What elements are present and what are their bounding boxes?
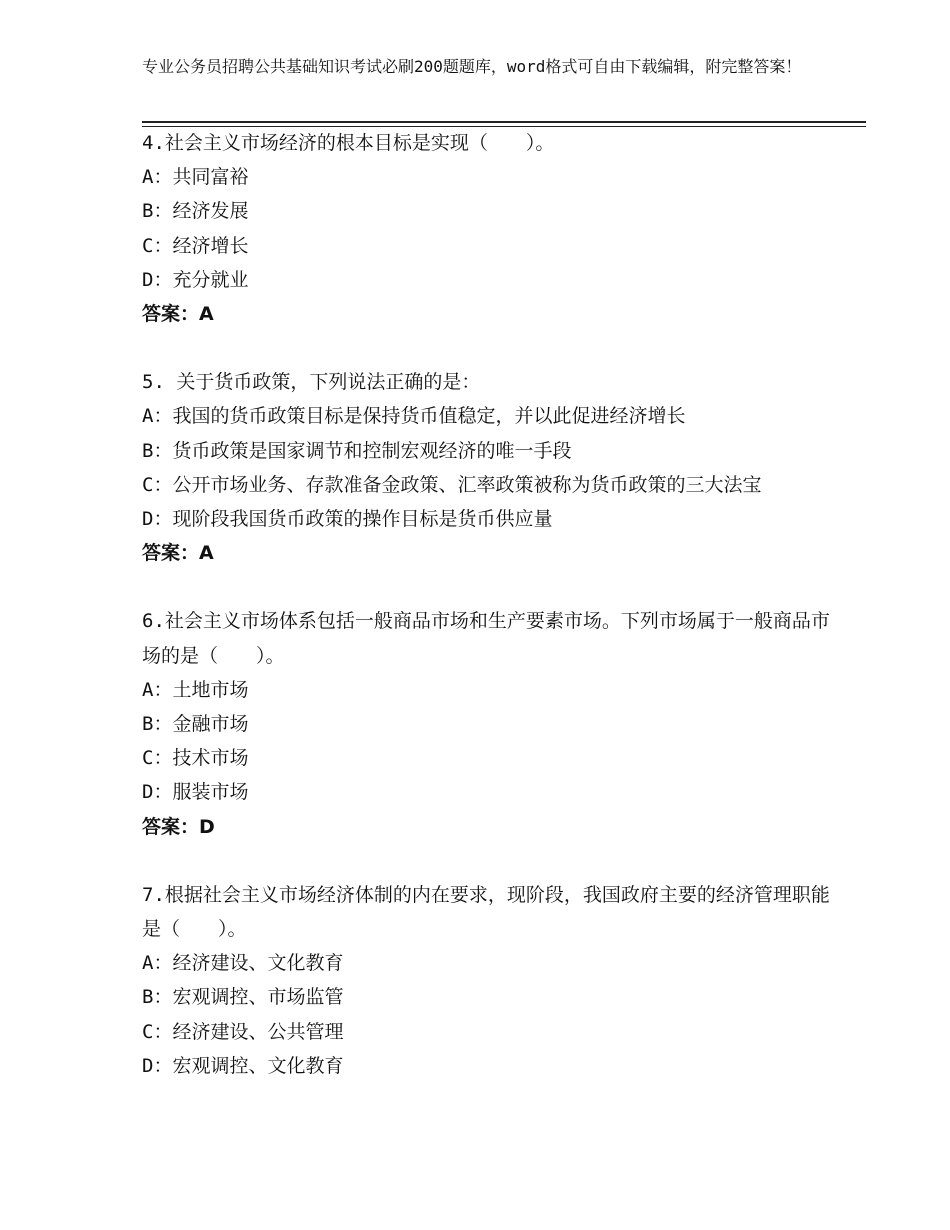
question-6 — [142, 604, 832, 843]
option-a: A：共同富裕 — [142, 166, 249, 189]
option-a: A：我国的货币政策目标是保持货币值稳定，并以此促进经济增长 — [142, 405, 686, 428]
question-7 — [142, 878, 832, 1083]
option-c: C：公开市场业务、存款准备金政策、汇率政策被称为货币政策的三大法宝 — [142, 473, 762, 496]
option-d: D：充分就业 — [142, 268, 249, 291]
answer: 答案：A — [142, 303, 214, 326]
option-d: D：宏观调控、文化教育 — [142, 1054, 344, 1077]
option-c: C：经济建设、公共管理 — [142, 1020, 344, 1043]
question-list — [142, 126, 832, 1083]
option-d: D：现阶段我国货币政策的操作目标是货币供应量 — [142, 508, 553, 531]
question-stem: 4.社会主义市场经济的根本目标是实现（ ）。 — [142, 132, 555, 154]
question-stem: 5. 关于货币政策，下列说法正确的是： — [142, 371, 481, 394]
option-b: B：金融市场 — [142, 713, 249, 736]
question-stem: 6.社会主义市场体系包括一般商品市场和生产要素市场。下列市场属于一般商品市场的是（ ）。 — [142, 610, 830, 667]
option-d: D：服装市场 — [142, 781, 249, 804]
option-b: B：宏观调控、市场监管 — [142, 986, 344, 1009]
header-text: 专业公务员招聘公共基础知识考试必刷200题题库，word格式可自由下载编辑，附完整答案！ — [142, 57, 802, 76]
option-a: A：土地市场 — [142, 678, 249, 701]
answer: 答案：D — [142, 815, 215, 838]
question-5 — [142, 365, 832, 570]
option-a: A：经济建设、文化教育 — [142, 952, 344, 975]
question-4 — [142, 126, 832, 331]
option-c: C：经济增长 — [142, 234, 249, 257]
option-c: C：技术市场 — [142, 747, 249, 770]
option-b: B：经济发展 — [142, 200, 249, 223]
document-header — [142, 56, 822, 78]
option-b: B：货币政策是国家调节和控制宏观经济的唯一手段 — [142, 439, 572, 462]
header-rule-thick — [142, 121, 866, 123]
question-stem: 7.根据社会主义市场经济体制的内在要求，现阶段，我国政府主要的经济管理职能是（ ）。 — [142, 883, 830, 941]
answer: 答案：A — [142, 542, 214, 565]
